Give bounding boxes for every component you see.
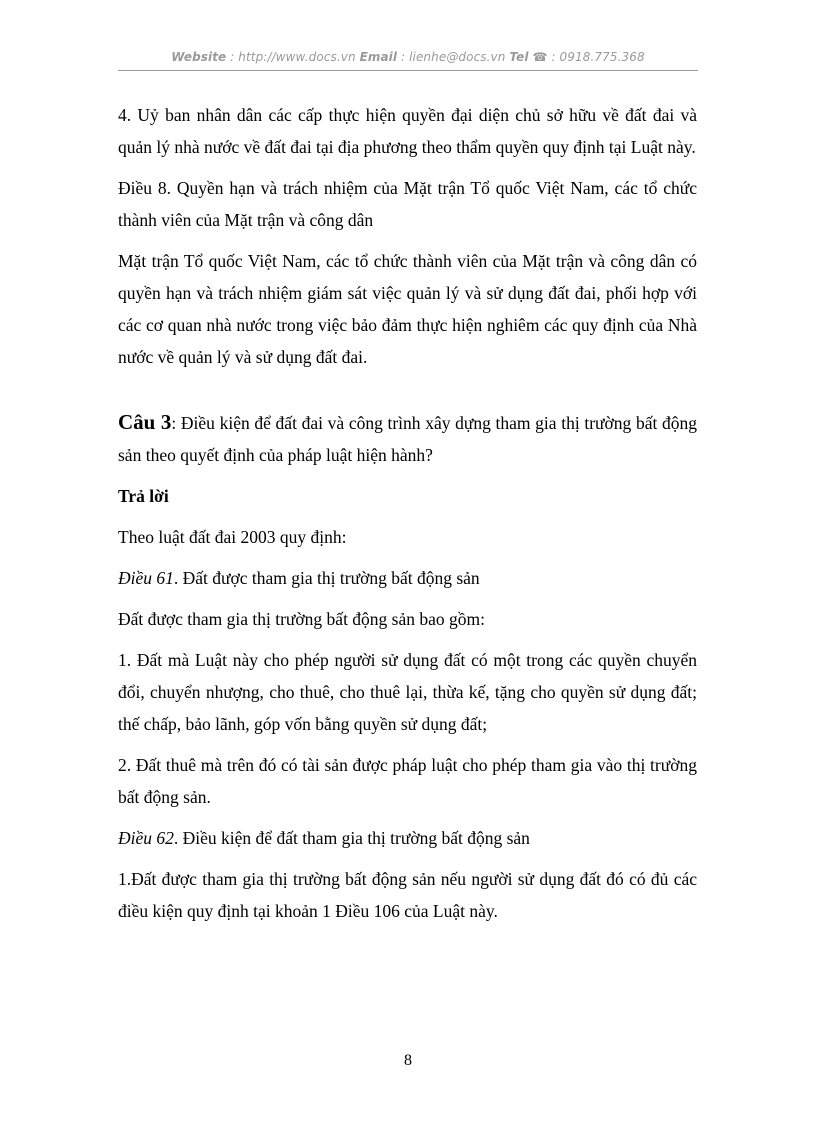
email-label: Email (359, 50, 398, 64)
question-3-label: Câu 3 (118, 410, 172, 434)
article-8-heading: Điều 8. Quyền hạn và trách nhiệm của Mặt trận Tổ quốc Việt Nam, các tổ chức thành viên của Mặt trận và công dân (118, 178, 697, 230)
paragraph-6: 1. Đất mà Luật này cho phép người sử dụng đất có một trong các quyền chuyển đổi, chuyển nhượng, cho thuê, cho thuê lại, thừa kế, tặng cho quyền sử dụng đất; thế chấp, bảo lãnh, góp vốn bằng quyền sử dụng đất; (118, 650, 697, 734)
article-62-title: . Điều kiện để đất tham gia thị trường bất động sản (173, 828, 530, 848)
page-number: 8 (404, 1052, 412, 1069)
paragraph-3: Mặt trận Tổ quốc Việt Nam, các tổ chức thành viên của Mặt trận và công dân có quyền hạn và trách nhiệm giám sát việc quản lý và sử dụng đất đai, phối hợp với các cơ quan nhà nước trong việc bảo đảm thực hiện nghiêm các quy định của Nhà nước về quản lý và sử dụng đất đai. (118, 251, 697, 367)
header-divider (118, 70, 698, 71)
question-3 (118, 406, 697, 471)
tel-value: : 0918.775.368 (547, 50, 645, 64)
article-61-label: Điều 61 (118, 568, 174, 588)
paragraph-8: 1.Đất được tham gia thị trường bất động sản nếu người sử dụng đất đó có đủ các điều kiện quy định tại khoản 1 Điều 106 của Luật này. (118, 869, 697, 921)
question-3-text: : Điều kiện để đất đai và công trình xây dựng tham gia thị trường bất động sản theo quyết định của pháp luật hiện hành? (118, 413, 697, 465)
answer-heading: Trả lời (118, 486, 169, 506)
article-61-title: . Đất được tham gia thị trường bất động sản (173, 568, 480, 588)
paragraph-5: Đất được tham gia thị trường bất động sản bao gồm: (118, 609, 485, 629)
phone-icon: ☎ (532, 50, 548, 64)
website-label: Website (171, 50, 227, 64)
article-61-heading (118, 562, 697, 594)
paragraph-4: Theo luật đất đai 2003 quy định: (118, 527, 347, 547)
paragraph-7: 2. Đất thuê mà trên đó có tài sản được pháp luật cho phép tham gia vào thị trường bất động sản. (118, 755, 697, 807)
article-62-heading (118, 822, 697, 854)
page-header (118, 50, 698, 64)
tel-label: Tel (509, 50, 529, 64)
paragraph-1: 4. Uỷ ban nhân dân các cấp thực hiện quyền đại diện chủ sở hữu về đất đai và quản lý nhà nước về đất đai tại địa phương theo thẩm quyền quy định tại Luật này. (118, 105, 697, 157)
article-62-label: Điều 62 (118, 828, 174, 848)
website-value: : http://www.docs.vn (226, 50, 360, 64)
document-body (118, 99, 697, 936)
email-value: : lienhe@docs.vn (397, 50, 510, 64)
